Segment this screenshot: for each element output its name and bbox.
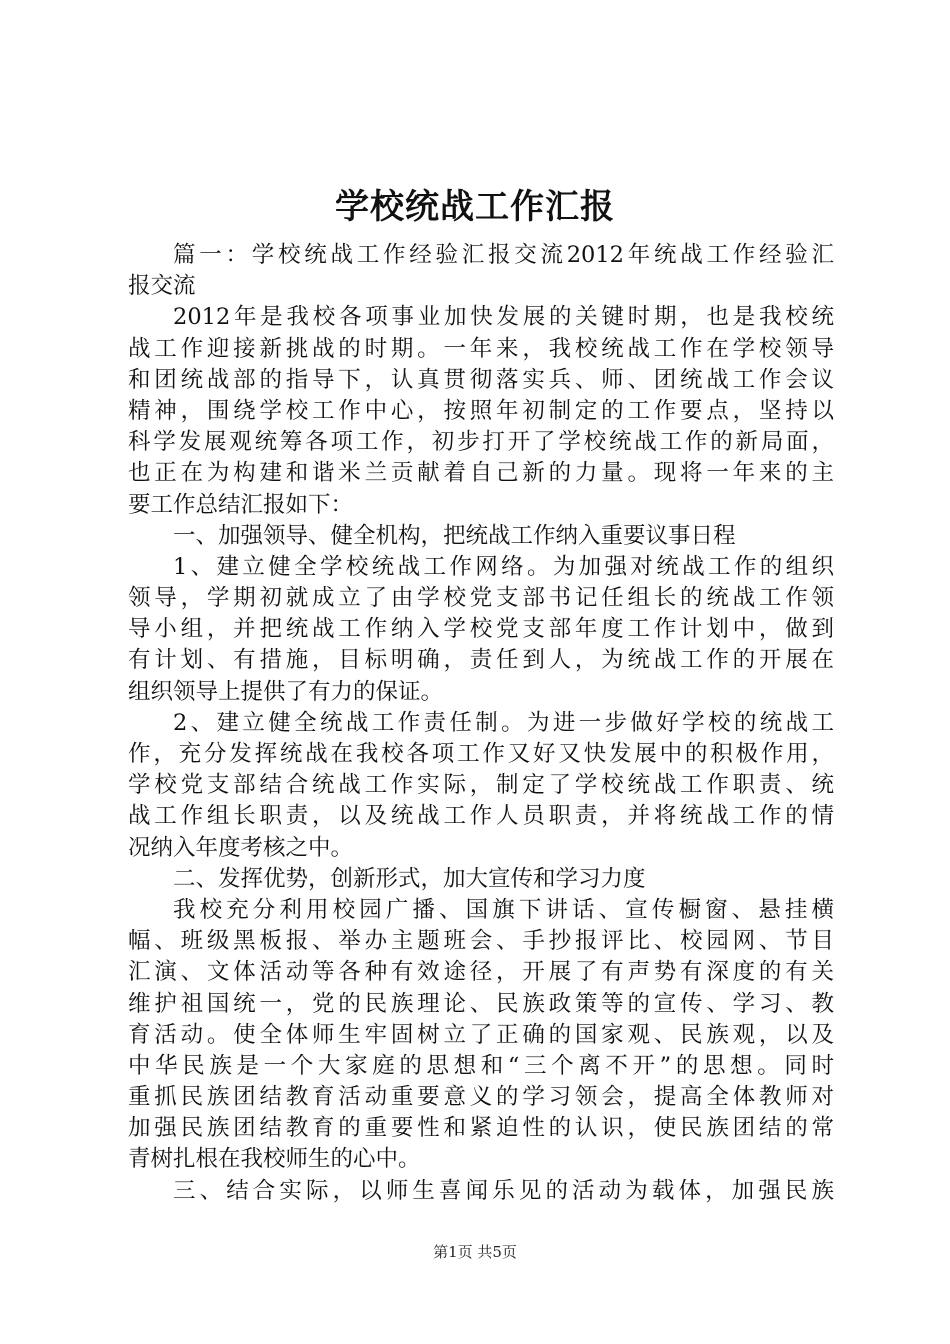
text-line: 战工作迎接新挑战的时期。一年来，我校统战工作在学校领导 xyxy=(128,335,834,362)
text-line: 有计划、有措施，目标明确，责任到人，为统战工作的开展在 xyxy=(128,647,834,674)
text-line: 作，充分发挥统战在我校各项工作又好又快发展中的积极作用， xyxy=(128,741,834,767)
text-line: 维护祖国统一，党的民族理论、民族政策等的宣传、学习、教 xyxy=(128,990,834,1017)
text-line: 二、发挥优势，创新形式，加大宣传和学习力度 xyxy=(173,865,646,892)
text-line: 2012年是我校各项事业加快发展的关键时期，也是我校统 xyxy=(173,304,834,331)
text-line: 领导，学期初就成立了由学校党支部书记任组长的统战工作领 xyxy=(128,585,834,612)
text-line: 报交流 xyxy=(128,273,196,300)
text-line: 中华民族是一个大家庭的思想和“三个离不开”的思想。同时 xyxy=(128,1052,834,1079)
document-title: 学校统战工作汇报 xyxy=(335,187,615,227)
text-line: 幅、班级黑板报、举办主题班会、手抄报评比、校园网、节目 xyxy=(128,928,834,955)
text-line: 导小组，并把统战工作纳入学校党支部年度工作计划中，做到 xyxy=(128,616,834,643)
text-line: 汇演、文体活动等各种有效途径，开展了有声势有深度的有关 xyxy=(128,959,834,986)
page-footer: 第1页 共5页 xyxy=(433,1243,517,1261)
text-line: 加强民族团结教育的重要性和紧迫性的认识，使民族团结的常 xyxy=(128,1115,834,1142)
text-line: 1、建立健全学校统战工作网络。为加强对统战工作的组织 xyxy=(173,553,834,580)
text-line: 篇一：学校统战工作经验汇报交流2012年统战工作经验汇 xyxy=(173,242,834,268)
text-line: 精神，围绕学校工作中心，按照年初制定的工作要点，坚持以 xyxy=(128,397,834,424)
text-line: 重抓民族团结教育活动重要意义的学习领会，提高全体教师对 xyxy=(128,1084,834,1111)
text-line: 学校党支部结合统战工作实际，制定了学校统战工作职责、统 xyxy=(128,772,834,799)
text-line: 三、结合实际，以师生喜闻乐见的活动为载体，加强民族 xyxy=(173,1177,834,1204)
document-body xyxy=(128,240,834,1207)
text-line: 我校充分利用校园广播、国旗下讲话、宣传橱窗、悬挂横 xyxy=(173,896,834,923)
text-line: 组织领导上提供了有力的保证。 xyxy=(128,678,444,705)
text-line: 一、加强领导、健全机构，把统战工作纳入重要议事日程 xyxy=(173,522,736,549)
text-line: 要工作总结汇报如下： xyxy=(128,491,354,518)
text-line: 2、建立健全统战工作责任制。为进一步做好学校的统战工 xyxy=(173,709,834,736)
text-line: 况纳入年度考核之中。 xyxy=(128,834,354,861)
text-line: 战工作组长职责，以及统战工作人员职责，并将统战工作的情 xyxy=(128,803,834,830)
text-line: 科学发展观统筹各项工作，初步打开了学校统战工作的新局面， xyxy=(128,429,834,456)
text-line: 育活动。使全体师生牢固树立了正确的国家观、民族观，以及 xyxy=(128,1021,834,1048)
text-line: 和团统战部的指导下，认真贯彻落实兵、师、团统战工作会议 xyxy=(128,366,834,393)
text-line: 青树扎根在我校师生的心中。 xyxy=(128,1146,421,1173)
text-line: 也正在为构建和谐米兰贡献着自己新的力量。现将一年来的主 xyxy=(128,460,834,487)
